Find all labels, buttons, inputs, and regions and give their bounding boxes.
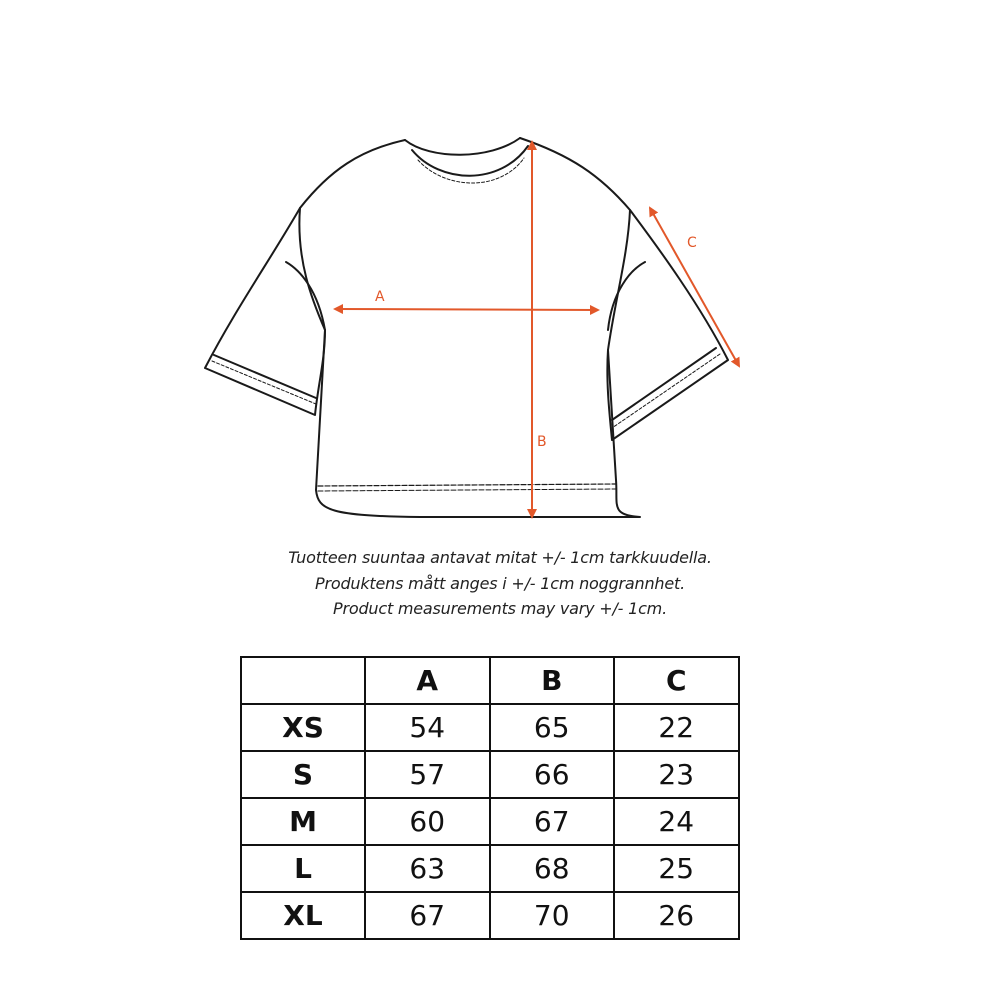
value-c: 24 bbox=[614, 798, 739, 845]
left-cuff-stitch bbox=[212, 361, 316, 404]
value-c: 23 bbox=[614, 751, 739, 798]
table-row bbox=[241, 751, 739, 798]
hem-stitch bbox=[318, 484, 616, 486]
value-c: 26 bbox=[614, 892, 739, 939]
value-b: 65 bbox=[490, 704, 615, 751]
neck-stitch bbox=[418, 158, 524, 183]
measure-c-label: C bbox=[687, 235, 697, 251]
measure-a-label: A bbox=[375, 289, 385, 305]
note-swedish: Produktens mått anges i +/- 1cm noggrannhet. bbox=[315, 574, 685, 593]
tshirt-outline bbox=[205, 138, 728, 517]
value-b: 67 bbox=[490, 798, 615, 845]
value-c: 22 bbox=[614, 704, 739, 751]
size-label: XL bbox=[241, 892, 365, 939]
left-sleeve bbox=[205, 208, 325, 415]
value-a: 63 bbox=[365, 845, 490, 892]
neck-outer bbox=[405, 138, 520, 155]
header-b: B bbox=[490, 657, 615, 704]
value-a: 57 bbox=[365, 751, 490, 798]
size-label: M bbox=[241, 798, 365, 845]
right-cuff bbox=[612, 348, 716, 420]
right-sleeve bbox=[607, 210, 728, 440]
measurement-arrows bbox=[335, 142, 739, 517]
value-b: 70 bbox=[490, 892, 615, 939]
size-label: XS bbox=[241, 704, 365, 751]
corner-cell bbox=[241, 657, 365, 704]
size-label: S bbox=[241, 751, 365, 798]
right-cuff-stitch bbox=[612, 354, 720, 428]
size-label: L bbox=[241, 845, 365, 892]
tshirt-body bbox=[299, 138, 640, 517]
measure-b-label: B bbox=[537, 434, 547, 450]
measure-c-arrow bbox=[650, 208, 739, 366]
measure-a-arrow bbox=[335, 309, 598, 310]
size-table-header bbox=[241, 657, 739, 704]
note-finnish: Tuotteen suuntaa antavat mitat +/- 1cm tarkkuudella. bbox=[288, 548, 712, 567]
value-a: 54 bbox=[365, 704, 490, 751]
table-row bbox=[241, 704, 739, 751]
table-row bbox=[241, 845, 739, 892]
table-row bbox=[241, 892, 739, 939]
value-b: 66 bbox=[490, 751, 615, 798]
note-english: Product measurements may vary +/- 1cm. bbox=[333, 599, 667, 618]
value-a: 60 bbox=[365, 798, 490, 845]
left-cuff bbox=[214, 355, 316, 398]
value-a: 67 bbox=[365, 892, 490, 939]
table-row bbox=[241, 798, 739, 845]
size-table bbox=[240, 656, 740, 940]
header-c: C bbox=[614, 657, 739, 704]
header-a: A bbox=[365, 657, 490, 704]
hem-stitch-2 bbox=[318, 489, 616, 491]
value-b: 68 bbox=[490, 845, 615, 892]
value-c: 25 bbox=[614, 845, 739, 892]
